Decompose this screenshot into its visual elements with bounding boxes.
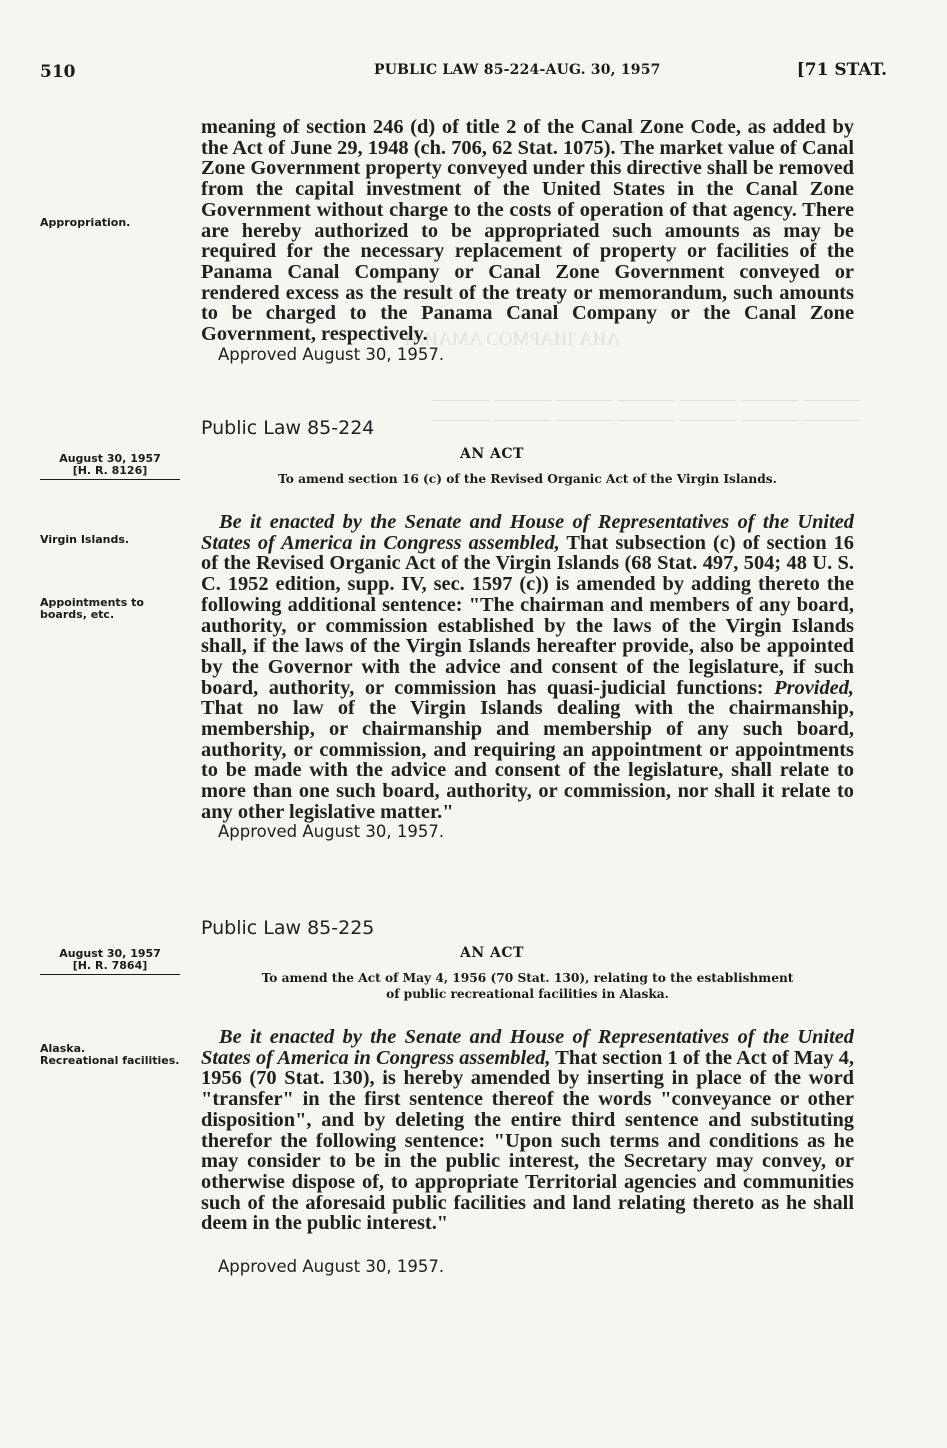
running-head: PUBLIC LAW 85-224-AUG. 30, 1957 [374, 62, 661, 78]
margin-recreational: Recreational facilities. [40, 1054, 180, 1067]
date-note: August 30, 1957 [59, 947, 161, 960]
bleed-through: ΛИΑ ΊИΑΡΜΟϽ ΑΜΑИΑΡ [400, 329, 621, 350]
act-purpose [201, 970, 854, 1002]
purpose-line-2: of public recreational facilities in Alaska. [386, 987, 669, 1001]
an-act-heading: AN ACT [460, 446, 524, 462]
act-body-text: That section 1 of the Act of May 4, 1956 (70 Stat. 130), is hereby amended by inserting in place of the word "transfer" in the first sentence thereof the words "conveyance or other disposition", and by deleting the entire third sentence and substituting therefor the following sentence: "Upon such terms and conditions as he may consider to be in the public interest, the Secretary may convey, or otherwise dispose of, to appropriate Territorial agencies and communities such of the aforesaid public facilities and land relating thereto as he shall deem in the public interest." [201, 1046, 854, 1235]
date-bill-note [40, 948, 180, 975]
act-body [201, 512, 854, 823]
bill-number: [H. R. 7864] [72, 959, 148, 972]
margin-alaska: Alaska. [40, 1042, 86, 1055]
continuation-paragraph: meaning of section 246 (d) of title 2 of the Canal Zone Code, as added by the Act of June 29, 1948 (ch. 706, 62 Stat. 1075). The market value of Canal Zone Government property conveyed under this directive shall be removed from the capital investment of the United States in the Canal Zone Government without charge to the costs of operation of that agency. There are hereby authorized to be appropriated such amounts as may be required for the necessary replacement of property or facilities of the Panama Canal Company or Canal Zone Government conveyed or rendered excess as the result of the treaty or memorandum, such amounts to be charged to the Panama Canal Company or the Canal Zone Government, respectively. [201, 116, 854, 346]
margin-note-appropriation: Appropriation. [40, 216, 131, 229]
date-bill-note [40, 453, 180, 480]
enacting-clause: Be it enacted by the Senate and House of Representatives of the United States of America in Congress assembled, [201, 1026, 854, 1069]
enacting-clause: Be it enacted by the Senate and House of Representatives of the United States of America in Congress assembled, [201, 511, 854, 554]
act-body [201, 1027, 854, 1234]
purpose-line-1: To amend the Act of May 4, 1956 (70 Stat. 130), relating to the establishment [261, 971, 794, 985]
approved-line: Approved August 30, 1957. [218, 345, 445, 364]
volume-reference: [71 STAT. [796, 60, 887, 80]
provided-word: Provided, [774, 676, 854, 699]
act-purpose: To amend section 16 (c) of the Revised Organic Act of the Virgin Islands. [278, 472, 777, 486]
margin-note-virgin-islands: Virgin Islands. [40, 533, 130, 546]
page-header [40, 62, 887, 84]
date-note: August 30, 1957 [59, 452, 161, 465]
page-number: 510 [40, 62, 76, 82]
law-title: Public Law 85-225 [201, 917, 375, 939]
margin-note-alaska [40, 1043, 190, 1067]
approved-line: Approved August 30, 1957. [218, 1257, 445, 1276]
law-title: Public Law 85-224 [201, 417, 375, 439]
approved-line: Approved August 30, 1957. [218, 822, 445, 841]
margin-note-appointments: Appointments to boards, etc. [40, 596, 144, 621]
bill-number: [H. R. 8126] [72, 464, 148, 477]
bleed-through: ——— ——— ——— ——— ——— ——— ——— ——— ——— ——— ——— ——— ——— ——— [432, 389, 860, 430]
an-act-heading: AN ACT [460, 945, 524, 961]
act-body-text: That subsection (c) of section 16 of the Revised Organic Act of the Virgin Islands (68 Stat. 497, 504; 48 U. S. C. 1952 edition, supp. IV, sec. 1597 (c)) is amended by adding thereto the following additional sentence: "The chairman and members of any board, authority, or commission established by the laws of the Virgin Islands shall, if the laws of the Virgin Islands hereafter provide, also be appointed by the Governor with the advice and consent of the legislature, if such board, authority, or commission has quasi-judicial functions: [201, 531, 854, 699]
act-body-end: That no law of the Virgin Islands dealing with the chairmanship, membership, or chairmanship and membership of any such board, authority, or commission, and requiring an appointment or appointments to be made with the advice and consent of the legislature, shall relate to more than one such board, authority, or commission, nor shall it relate to any other legislative matter." [201, 697, 854, 823]
